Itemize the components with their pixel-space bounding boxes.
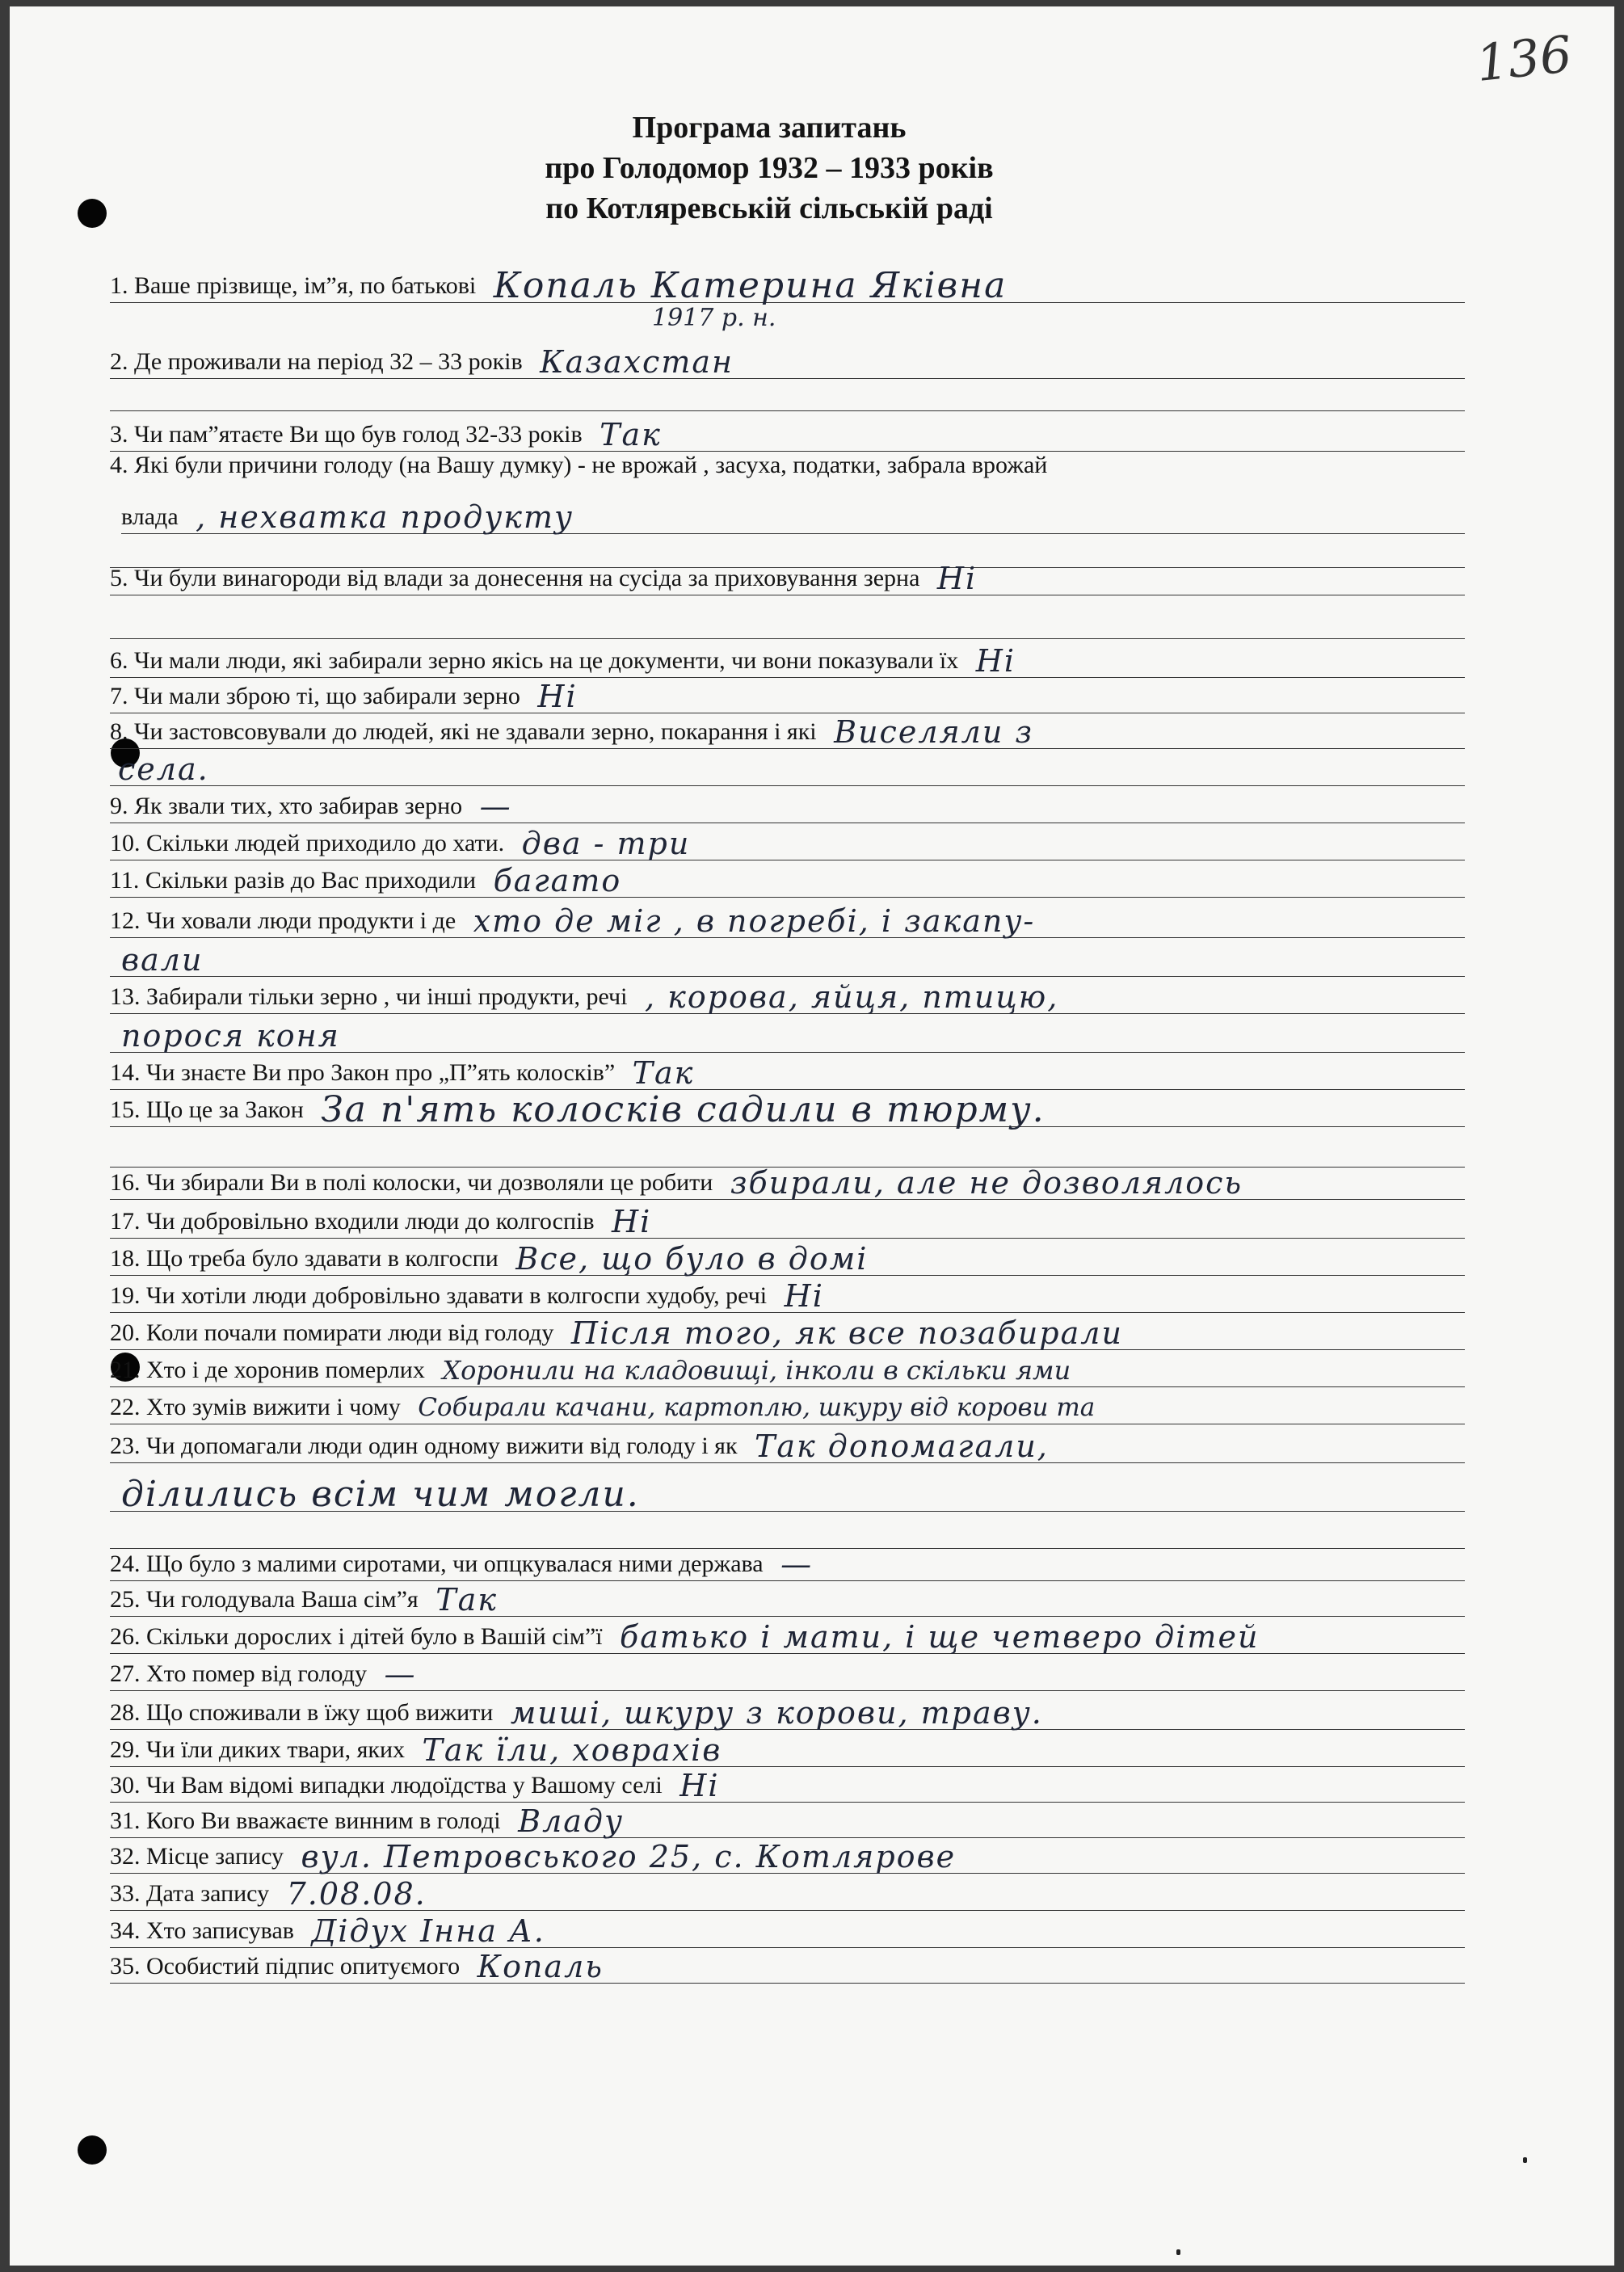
question-29 — [110, 1734, 1465, 1767]
question-number: 25. — [110, 1586, 141, 1613]
question-number: 16. — [110, 1169, 141, 1196]
answer-field[interactable]: Так допомагали, — [755, 1428, 1049, 1464]
answer-field[interactable]: За п'ять колосків садили в тюрму. — [321, 1089, 1046, 1130]
question-13 — [110, 981, 1465, 1014]
question-23-answer-line-2 — [110, 1474, 1465, 1515]
question-27 — [110, 1658, 1465, 1691]
question-19 — [110, 1280, 1465, 1313]
answer-field[interactable]: Виселяли з — [834, 714, 1034, 750]
question-text: Що це за Закон — [146, 1096, 304, 1123]
answer-field-continued[interactable]: вали — [121, 942, 204, 978]
question-number: 28. — [110, 1699, 141, 1726]
answer-field[interactable]: багато — [493, 863, 622, 898]
answer-field[interactable]: — — [780, 1546, 814, 1582]
question-4-continued — [121, 501, 1465, 534]
question-18 — [110, 1243, 1465, 1276]
question-text: Чи Вам відомі випадки людоїдства у Вашому селі — [146, 1772, 663, 1799]
answer-field[interactable]: Так — [600, 417, 662, 452]
question-text: Чи були винагороди від влади за донесення на сусіда за приховування зерна — [134, 565, 920, 591]
answer-field[interactable]: Дідух Інна А. — [311, 1913, 545, 1949]
question-number: 6. — [110, 647, 128, 674]
answer-field[interactable]: Після того, як все позабирали — [570, 1315, 1123, 1351]
question-text: Які були причини голоду (на Вашу думку) - не врожай , засуха, податки, забрала врожай — [134, 452, 1048, 478]
scan-speck — [1176, 2249, 1180, 2255]
question-text: Хто і де хоронив померлих — [146, 1357, 425, 1383]
question-2 — [110, 346, 1465, 379]
question-text: Забирали тільки зерно , чи інші продукти, речі — [146, 983, 628, 1010]
question-number: 24. — [110, 1550, 141, 1577]
question-text: Чи застовсовували до людей, які не здавали зерно, покарання і які — [134, 718, 817, 745]
question-text: Особистий підпис опитуємого — [146, 1953, 461, 1980]
answer-field[interactable]: вул. Петровського 25, с. Котлярове — [301, 1839, 957, 1874]
question-text: Що треба було здавати в колгоспи — [146, 1245, 499, 1272]
questionnaire-page — [10, 6, 1614, 2266]
question-text: Чи знаєте Ви про Закон про „П”ять колосків” — [146, 1059, 616, 1086]
question-number: 17. — [110, 1208, 141, 1235]
question-text: Що було з малими сиротами, чи опцкувалася ними держава — [146, 1550, 764, 1577]
question-1 — [110, 265, 1465, 306]
answer-continuation-line — [110, 1134, 1465, 1168]
question-text: Ваше прізвище, ім”я, по батькові — [134, 272, 477, 299]
question-number: 12. — [110, 907, 141, 934]
question-text: Що споживали в їжу щоб вижити — [146, 1699, 494, 1726]
question-20 — [110, 1317, 1465, 1350]
question-text: Чи допомагали люди один одному вижити від голоду і як — [146, 1433, 738, 1459]
question-13-answer-line-2 — [110, 1020, 1465, 1053]
question-number: 18. — [110, 1245, 141, 1272]
answer-field-continued[interactable]: ділились всім чим могли. — [121, 1474, 640, 1515]
question-number: 2. — [110, 348, 128, 375]
question-text: Чи добровільно входили люди до колгоспів — [146, 1208, 595, 1235]
question-3 — [110, 419, 1465, 452]
question-number: 8. — [110, 718, 128, 745]
question-4 — [110, 449, 1465, 482]
answer-field[interactable]: Казахстан — [540, 344, 734, 380]
question-number: 15. — [110, 1096, 141, 1123]
answer-field[interactable]: два - три — [521, 826, 691, 861]
question-23 — [110, 1430, 1465, 1463]
question-33 — [110, 1878, 1465, 1911]
question-text: Скільки людей приходило до хати. — [146, 830, 505, 856]
question-12-answer-line-2 — [110, 944, 1465, 977]
answer-field[interactable]: Владу — [518, 1803, 625, 1839]
answer-field[interactable]: Так їли, ховрахів — [422, 1732, 722, 1768]
answer-field[interactable]: , корова, яйця, птицю, — [644, 979, 1059, 1015]
answer-field[interactable]: миші, шкуру з корови, траву. — [510, 1695, 1043, 1731]
answer-field[interactable]: збирали, але не дозволялось — [730, 1165, 1243, 1201]
scan-speck — [1523, 2157, 1527, 2163]
question-text: Чи мали люди, які забирали зерно якісь на це документи, чи вони показували їх — [134, 647, 959, 674]
question-number: 5. — [110, 565, 128, 591]
document-title — [398, 107, 1141, 229]
question-26 — [110, 1621, 1465, 1654]
question-number: 3. — [110, 421, 128, 448]
question-text: Хто зумів вижити і чому — [146, 1394, 401, 1420]
answer-field[interactable]: — — [479, 789, 512, 824]
punch-hole-top — [78, 199, 107, 228]
title-line-1: Програма запитань — [632, 111, 907, 145]
question-text: Коли почали помирати люди від голоду — [146, 1319, 554, 1346]
answer-field[interactable]: Ні — [784, 1278, 824, 1314]
question-number: 29. — [110, 1736, 141, 1763]
question-15 — [110, 1089, 1465, 1130]
answer-continuation-line — [110, 378, 1465, 411]
answer-field[interactable]: — — [384, 1656, 417, 1692]
answer-field-continued[interactable]: села. — [118, 751, 209, 787]
question-text: Чи голодувала Ваша сім”я — [146, 1586, 419, 1613]
question-number: 32. — [110, 1843, 141, 1870]
question-number: 26. — [110, 1623, 141, 1650]
question-text: Чи пам”ятаєте Ви що був голод 32-33 років — [134, 421, 583, 448]
answer-field[interactable]: Хоронили на кладовищі, інколи в скільки ями — [442, 1355, 1071, 1386]
question-number: 7. — [110, 683, 128, 709]
page-number: 136 — [1473, 24, 1575, 93]
answer-field[interactable]: Ні — [612, 1204, 652, 1239]
question-text: Де проживали на період 32 – 33 років — [134, 348, 523, 375]
question-text: Хто записував — [146, 1917, 294, 1944]
answer-field[interactable]: Ні — [537, 679, 578, 714]
question-number: 27. — [110, 1660, 141, 1687]
question-number: 34. — [110, 1917, 141, 1944]
question-text: Чи хотіли люди добровільно здавати в колгоспи худобу, речі — [146, 1282, 768, 1309]
answer-field[interactable]: Ні — [975, 643, 1016, 679]
question-number: 10. — [110, 830, 141, 856]
answer-field[interactable]: Ні — [679, 1768, 720, 1803]
question-5 — [110, 562, 1465, 595]
question-31 — [110, 1805, 1465, 1838]
answer-field[interactable]: Собирали качани, картоплю, шкуру від корови та — [418, 1393, 1096, 1422]
question-text: Чи їли диких твари, яких — [146, 1736, 406, 1763]
question-text: Як звали тих, хто забирав зерно — [134, 793, 463, 819]
question-11 — [110, 865, 1465, 898]
answer-field[interactable]: Так — [435, 1582, 498, 1618]
question-number: 33. — [110, 1880, 141, 1907]
question-8 — [110, 716, 1465, 749]
question-number: 35. — [110, 1953, 141, 1980]
question-32 — [110, 1841, 1465, 1874]
question-22 — [110, 1391, 1465, 1424]
question-number: 13. — [110, 983, 141, 1010]
title-line-2: про Голодомор 1932 – 1933 років — [545, 151, 994, 185]
answer-field[interactable]: хто де міг , в погребі, і закапу- — [473, 903, 1036, 939]
answer-continuation-line — [110, 1516, 1465, 1549]
question-number: 20. — [110, 1319, 141, 1346]
question-number: 23. — [110, 1433, 141, 1459]
question-14 — [110, 1057, 1465, 1090]
question-number: 14. — [110, 1059, 141, 1086]
question-number: 11. — [110, 867, 140, 894]
answer-field[interactable]: 7.08.08. — [286, 1876, 427, 1912]
question-8-answer-line-2 — [110, 753, 1465, 786]
answer-field-continued[interactable]: порося коня — [121, 1018, 340, 1054]
question-text-continued: влада — [121, 503, 179, 530]
answer-field[interactable]: Ні — [936, 561, 978, 596]
question-text: Дата запису — [146, 1880, 270, 1907]
signature-field[interactable]: Копаль — [477, 1949, 604, 1984]
question-text: Хто помер від голоду — [146, 1660, 367, 1687]
question-10 — [110, 827, 1465, 860]
answer-field[interactable]: Так — [632, 1055, 695, 1091]
answer-field[interactable]: Копаль Катерина Яківна — [493, 265, 1008, 306]
question-28 — [110, 1697, 1465, 1730]
question-34 — [110, 1915, 1465, 1948]
question-number: 9. — [110, 793, 128, 819]
question-text: Скільки разів до Вас приходили — [145, 867, 477, 894]
question-text: Місце запису — [146, 1843, 284, 1870]
question-text: Скільки дорослих і дітей було в Вашій сім”ї — [146, 1623, 603, 1650]
punch-hole-bottom — [78, 2135, 107, 2165]
question-text: Чи збирали Ви в полі колоски, чи дозволяли це робити — [146, 1169, 713, 1196]
question-number: 22. — [110, 1394, 141, 1420]
question-number: 1. — [110, 272, 128, 299]
title-line-3: по Котляревській сільській раді — [545, 191, 993, 225]
answer-field[interactable]: батько і мати, і ще четверо дітей — [620, 1619, 1260, 1655]
question-25 — [110, 1584, 1465, 1617]
question-number: 31. — [110, 1807, 141, 1834]
question-text: Чи мали зброю ті, що забирали зерно — [134, 683, 520, 709]
question-21 — [110, 1354, 1465, 1387]
question-number: 19. — [110, 1282, 141, 1309]
question-number: 30. — [110, 1772, 141, 1799]
question-12 — [110, 905, 1465, 938]
question-24 — [110, 1548, 1465, 1581]
question-6 — [110, 645, 1465, 678]
question-9 — [110, 790, 1465, 823]
answer-field[interactable]: , нехватка продукту — [196, 499, 574, 535]
birth-year-note: 1917 р. н. — [652, 304, 776, 332]
question-number: 4. — [110, 452, 128, 478]
question-16 — [110, 1167, 1465, 1200]
answer-field[interactable]: Все, що було в домі — [515, 1241, 869, 1277]
question-30 — [110, 1769, 1465, 1803]
answer-continuation-line — [110, 606, 1465, 639]
question-text: Кого Ви вважаєте винним в голоді — [146, 1807, 501, 1834]
question-text: Чи ховали люди продукти і де — [146, 907, 456, 934]
question-7 — [110, 680, 1465, 713]
question-number: 21. — [110, 1357, 141, 1383]
question-35 — [110, 1950, 1465, 1984]
question-17 — [110, 1205, 1465, 1239]
